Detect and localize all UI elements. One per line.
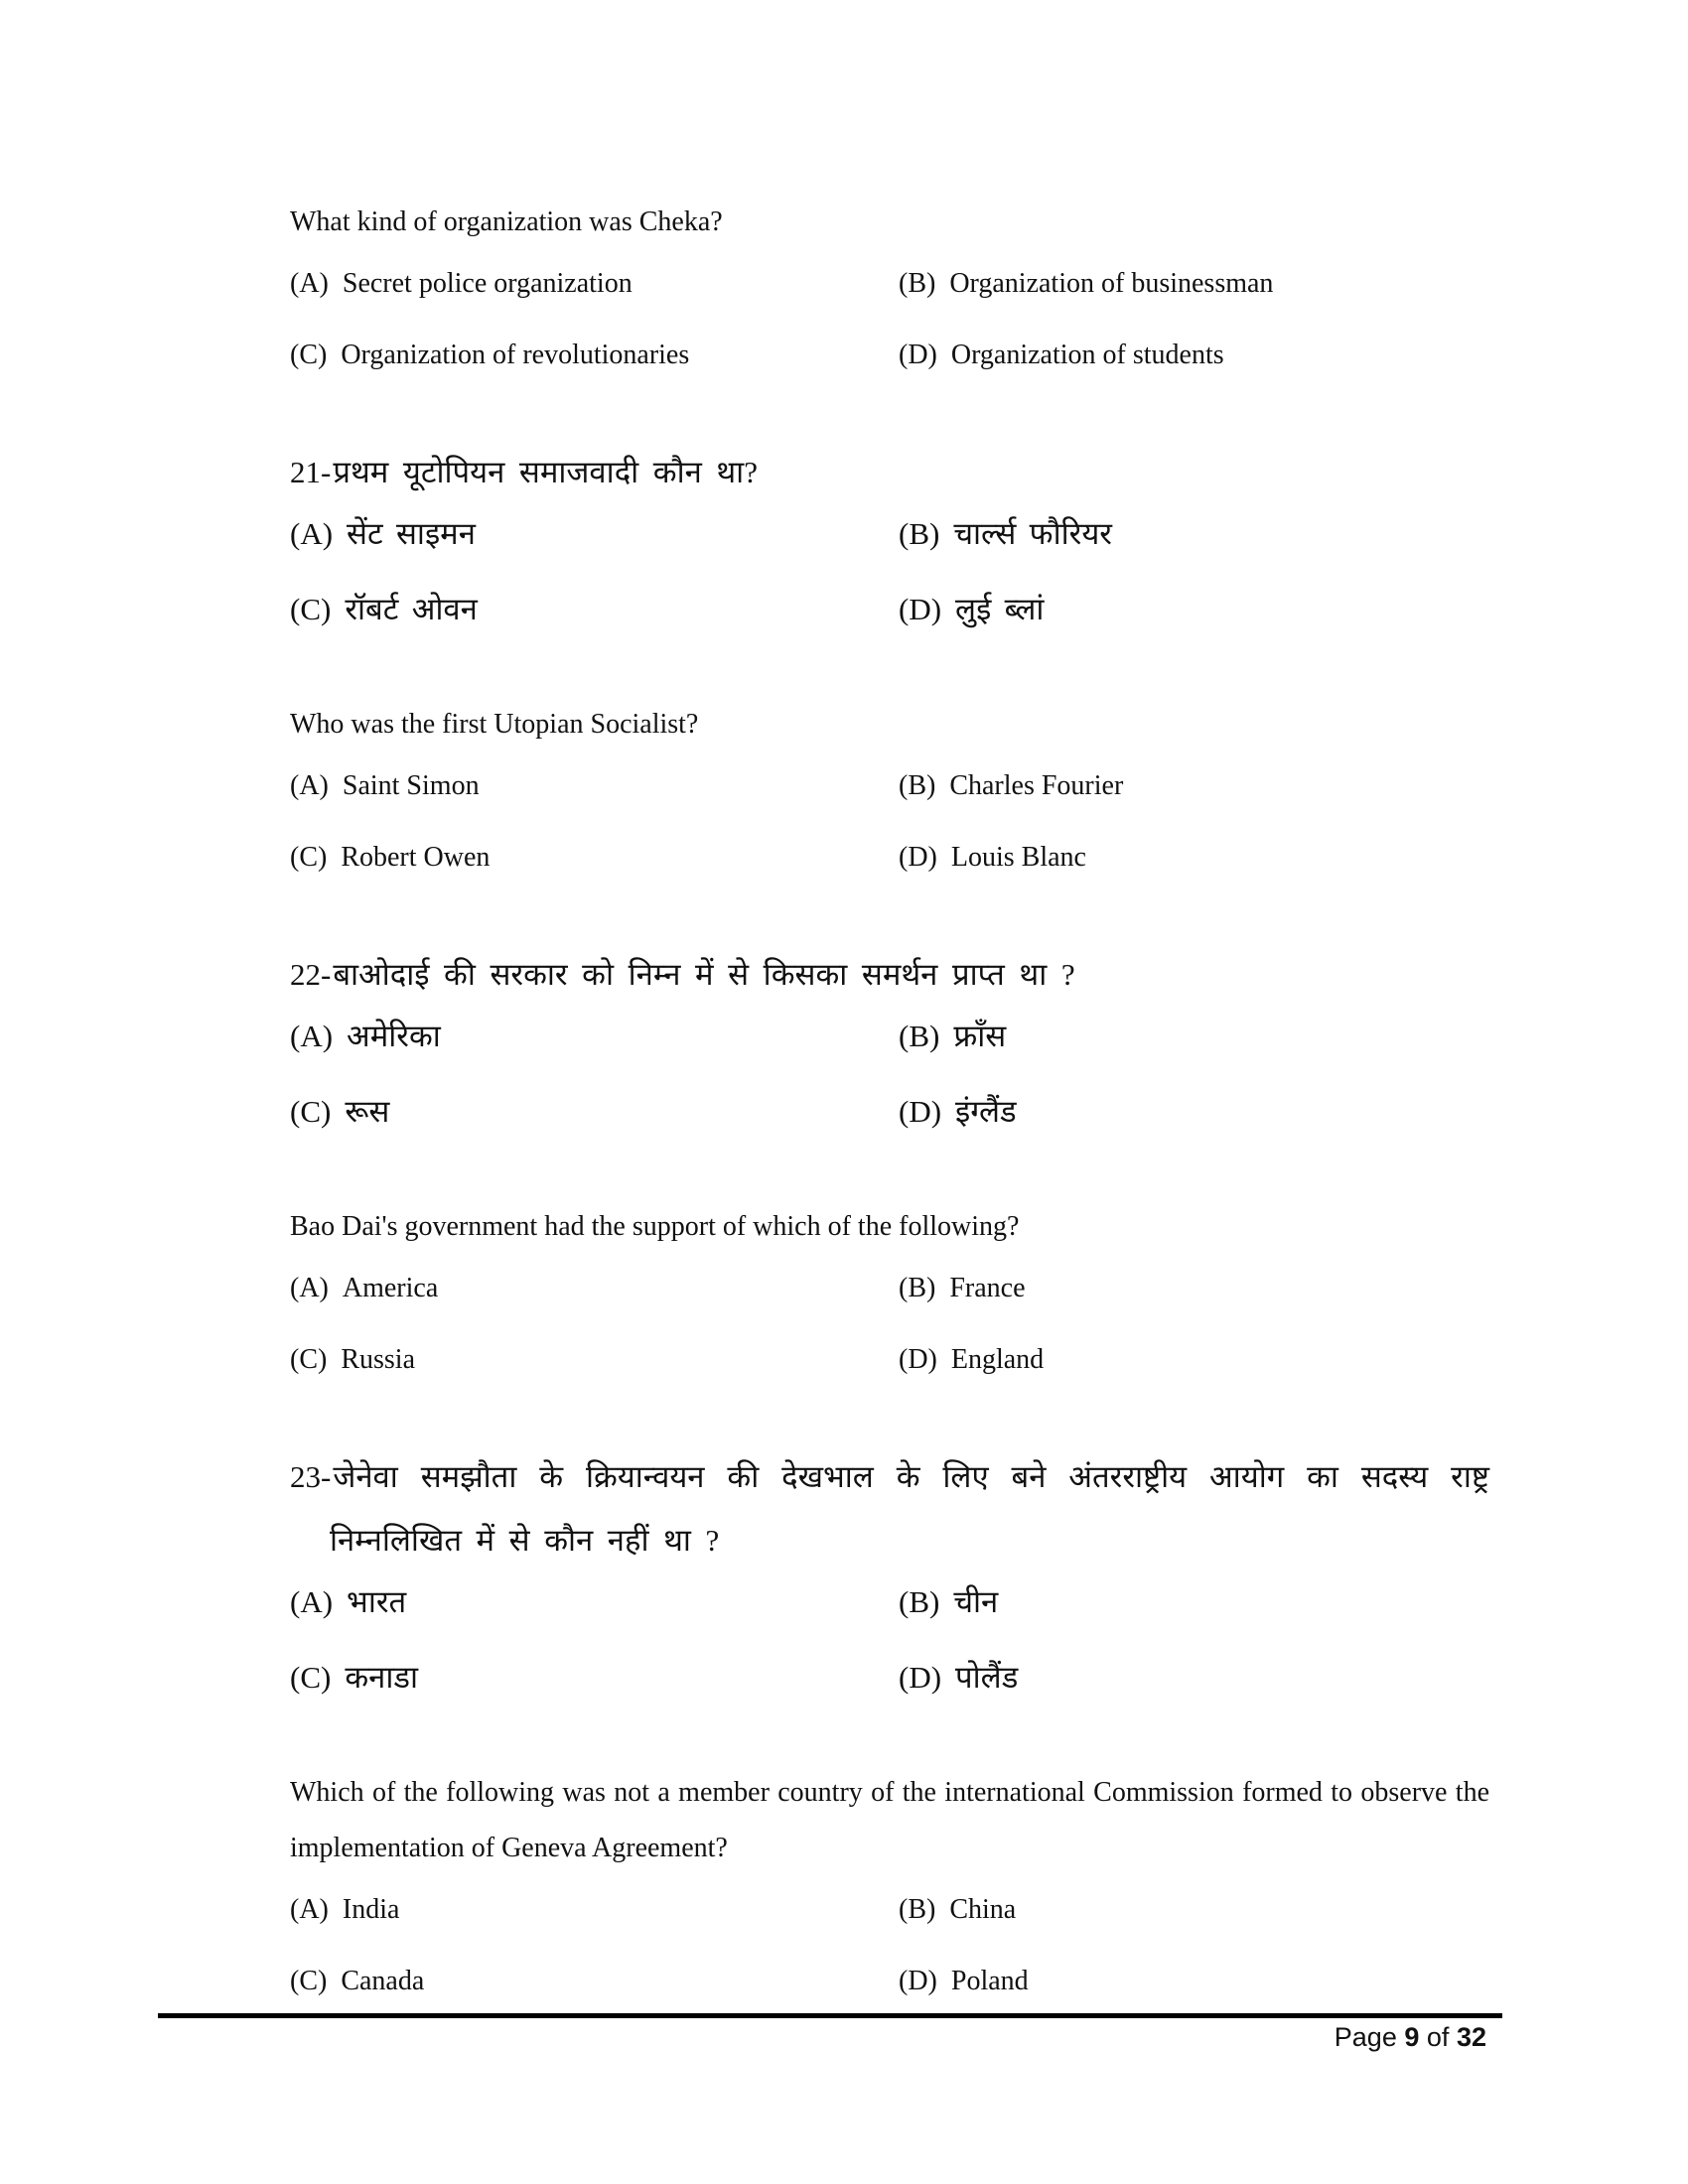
question-block-21-english xyxy=(290,697,1489,876)
option-label: (B) xyxy=(899,516,940,551)
option-d xyxy=(899,1092,1489,1132)
option-label: (D) xyxy=(899,1344,937,1375)
option-b xyxy=(899,1892,1489,1928)
option-b xyxy=(899,1017,1489,1056)
option-label: (A) xyxy=(290,770,329,801)
question-block-23-hindi xyxy=(290,1445,1489,1698)
footer-of-label: of xyxy=(1426,2022,1450,2052)
option-label: (B) xyxy=(899,1273,936,1303)
option-text: Charles Fourier xyxy=(949,770,1124,801)
option-c xyxy=(290,1342,899,1378)
option-a xyxy=(290,1582,899,1622)
question-block-22-hindi xyxy=(290,943,1489,1132)
option-d xyxy=(899,840,1489,876)
option-label: (A) xyxy=(290,1584,334,1619)
option-label: (C) xyxy=(290,1344,328,1375)
option-label: (A) xyxy=(290,1019,334,1053)
page-footer xyxy=(1335,2021,1486,2053)
option-label: (B) xyxy=(899,1894,936,1925)
option-text: चार्ल्स फौरियर xyxy=(953,516,1112,551)
option-label: (B) xyxy=(899,770,936,801)
option-text: France xyxy=(949,1273,1026,1303)
option-text: Canada xyxy=(341,1966,425,1996)
question-text: 23-जेनेवा समझौता के क्रियान्वयन की देखभाल के लिए बने अंतरराष्ट्रीय आयोग का सदस्य राष्ट्र निम्नलिखित में से कौन नहीं था ? xyxy=(290,1459,1489,1558)
option-text: इंग्लैंड xyxy=(955,1094,1017,1129)
option-c xyxy=(290,1964,899,1999)
footer-divider xyxy=(158,2013,1502,2018)
option-text: Organization of students xyxy=(950,340,1224,370)
option-label: (C) xyxy=(290,592,332,626)
question-block-20-english xyxy=(290,195,1489,373)
options-grid xyxy=(290,1271,1489,1378)
option-d xyxy=(899,1964,1489,1999)
option-label: (C) xyxy=(290,340,328,370)
option-text: रॉबर्ट ओवन xyxy=(345,592,478,626)
option-text: पोलैंड xyxy=(955,1660,1019,1695)
option-label: (A) xyxy=(290,1894,329,1925)
option-d xyxy=(899,338,1489,373)
option-a xyxy=(290,768,899,804)
option-label: (D) xyxy=(899,1966,937,1996)
options-grid xyxy=(290,266,1489,373)
options-grid xyxy=(290,514,1489,629)
option-label: (D) xyxy=(899,1660,942,1695)
option-d xyxy=(899,1342,1489,1378)
option-label: (D) xyxy=(899,592,942,626)
option-b xyxy=(899,514,1489,554)
question-text: Bao Dai's government had the support of which of the following? xyxy=(290,1211,1020,1242)
option-c xyxy=(290,1092,899,1132)
option-text: Poland xyxy=(950,1966,1029,1996)
question-number: 21- xyxy=(290,455,332,489)
option-d xyxy=(899,1658,1489,1698)
option-c xyxy=(290,338,899,373)
question-text: What kind of organization was Cheka? xyxy=(290,206,723,237)
option-a xyxy=(290,514,899,554)
options-grid xyxy=(290,1017,1489,1132)
option-c xyxy=(290,1658,899,1698)
question-block-22-english xyxy=(290,1199,1489,1378)
option-label: (C) xyxy=(290,1966,328,1996)
option-a xyxy=(290,1892,899,1928)
option-text: भारत xyxy=(347,1584,407,1619)
option-b xyxy=(899,768,1489,804)
option-label: (D) xyxy=(899,340,937,370)
footer-page-number: 9 xyxy=(1404,2022,1420,2052)
option-a xyxy=(290,1017,899,1056)
option-b xyxy=(899,266,1489,302)
option-c xyxy=(290,840,899,876)
option-text: Organization of revolutionaries xyxy=(341,340,690,370)
option-label: (B) xyxy=(899,268,936,299)
option-b xyxy=(899,1271,1489,1306)
question-text: Who was the first Utopian Socialist? xyxy=(290,709,699,740)
option-text: England xyxy=(950,1344,1045,1375)
option-label: (B) xyxy=(899,1019,940,1053)
question-number: 23- xyxy=(290,1459,332,1494)
option-label: (A) xyxy=(290,268,329,299)
option-text: रूस xyxy=(345,1094,390,1129)
option-label: (D) xyxy=(899,1094,942,1129)
footer-total-pages: 32 xyxy=(1456,2022,1486,2052)
option-text: Louis Blanc xyxy=(950,842,1086,873)
option-label: (C) xyxy=(290,1094,332,1129)
option-label: (B) xyxy=(899,1584,940,1619)
option-b xyxy=(899,1582,1489,1622)
options-grid xyxy=(290,768,1489,876)
option-text: अमेरिका xyxy=(347,1019,441,1053)
option-text: Robert Owen xyxy=(341,842,491,873)
question-text: Which of the following was not a member country of the international Commission formed to observe the implementation of Geneva Agreement? xyxy=(290,1777,1489,1863)
option-d xyxy=(899,590,1489,629)
question-number: 22- xyxy=(290,957,332,992)
option-text: Secret police organization xyxy=(342,268,633,299)
option-text: कनाडा xyxy=(345,1660,418,1695)
option-label: (D) xyxy=(899,842,937,873)
option-text: America xyxy=(342,1273,439,1303)
option-label: (C) xyxy=(290,842,328,873)
question-text: 21-प्रथम यूटोपियन समाजवादी कौन था? xyxy=(290,455,758,489)
option-label: (C) xyxy=(290,1660,332,1695)
option-text: Russia xyxy=(341,1344,416,1375)
option-text: चीन xyxy=(953,1584,999,1619)
option-text: China xyxy=(949,1894,1017,1925)
option-text: फ्राँस xyxy=(953,1019,1007,1053)
question-text: 22-बाओदाई की सरकार को निम्न में से किसका समर्थन प्राप्त था ? xyxy=(290,957,1075,992)
question-block-21-hindi xyxy=(290,441,1489,629)
option-label: (A) xyxy=(290,1273,329,1303)
option-text: लुई ब्लां xyxy=(955,592,1045,626)
option-c xyxy=(290,590,899,629)
option-a xyxy=(290,266,899,302)
option-text: India xyxy=(342,1894,400,1925)
footer-page-label: Page xyxy=(1334,2022,1397,2052)
option-text: Saint Simon xyxy=(342,770,480,801)
option-a xyxy=(290,1271,899,1306)
options-grid xyxy=(290,1892,1489,1999)
option-label: (A) xyxy=(290,516,334,551)
option-text: Organization of businessman xyxy=(949,268,1274,299)
option-text: सेंट साइमन xyxy=(347,516,476,551)
question-block-23-english xyxy=(290,1765,1489,1999)
options-grid xyxy=(290,1582,1489,1698)
